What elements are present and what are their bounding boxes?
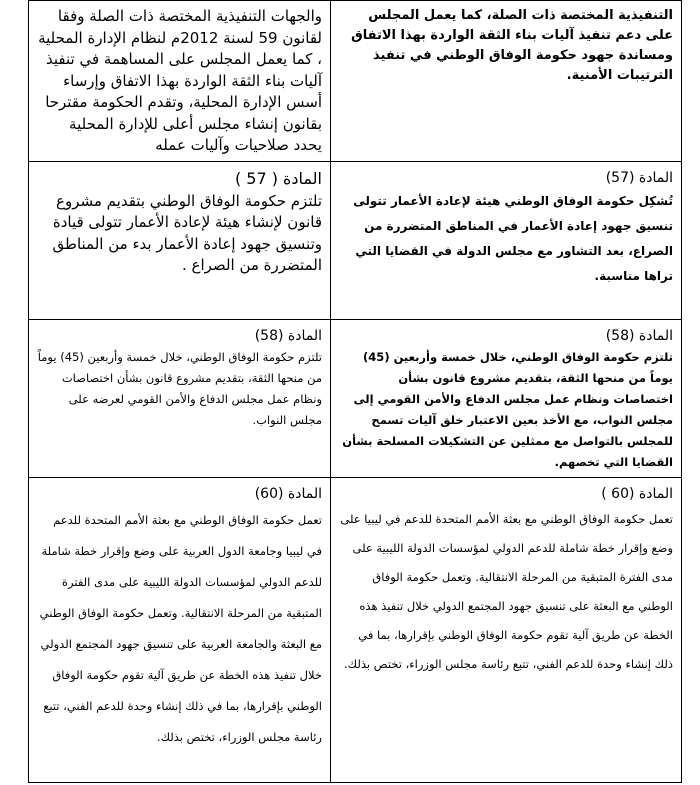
article-heading: المادة (57) (605, 169, 673, 186)
article-text: والجهات التنفيذية المختصة ذات الصلة وفقا لقانون 59 لسنة 2012م لنظام الإدارة المحلية ، كما يعمل المجلس على المساهمة في تنفيذ آليات بناء الثقة الواردة بهذا الاتفاق وإرساء أسس الإدارة المحلية، وتقدم الحكومة مقترحا بقانون إنشاء مجلس أعلى للإدارة المحلية يحدد صلاحيات وآليات عمله (38, 7, 322, 154)
comparison-table (28, 0, 682, 783)
left-cell (29, 477, 331, 782)
table-row (29, 161, 682, 319)
article-text: تعمل حكومة الوفاق الوطني مع بعثة الأمم المتحدة للدعم في ليبيا على وضع وإقرار خطة شاملة للدعم الدولي لمؤسسات الدولة الليبية على مدى الفترة المتبقية من المرحلة الانتقالية. وتعمل حكومة الوفاق الوطني مع البعثة على تنسيق جهود المجتمع الدولي خلال تنفيذ هذه الخطة عن طريق آلية تقوم حكومة الوفاق الوطني بإقرارها، بما في ذلك إنشاء وحدة للدعم الفني، تتبع رئاسة مجلس الوزراء، تختص بذلك. (340, 511, 673, 671)
left-cell (29, 319, 331, 477)
article-text: تلتزم حكومة الوفاق الوطني، خلال خمسة وأربعين (45) يوماً من منحها الثقة، بتقديم مشروع قانون بشأن اختصاصات ونظام عمل مجلس الدفاع والأمن القومي إلى مجلس النواب، مع الأخذ بعين الاعتبار خلق آليات تسمح للمجلس بالتواصل مع ممثلين عن التشكيلات المسلحة بشأن القضايا التي تخصهم. (342, 349, 673, 469)
article-text: التنفيذية المختصة ذات الصلة، كما يعمل المجلس على دعم تنفيذ آليات بناء الثقة الواردة بهذا الاتفاق ومساندة جهود حكومة الوفاق الوطني في تنفيذ الترتيبات الأمنية. (351, 8, 673, 83)
article-text: تعمل حكومة الوفاق الوطني مع بعثة الأمم المتحدة للدعم في ليبيا وجامعة الدول العربية على وضع وإقرار خطة شاملة للدعم الدولي لمؤسسات الدولة الليبية على مدى الفترة المتبقية من المرحلة الانتقالية. وتعمل حكومة الوفاق الوطني مع البعثة والجامعة العربية على تنسيق جهود المجتمع الدولي خلال تنفيذ هذه الخطة عن طريق آلية تقوم حكومة الوفاق الوطني بإقرارها، بما في ذلك إنشاء وحدة للدعم الفني، تتبع رئاسة مجلس الوزراء، تختص بذلك. (39, 512, 322, 744)
article-heading: المادة (60 ) (601, 485, 673, 502)
table-row (29, 477, 682, 782)
article-heading: المادة (58) (254, 327, 322, 344)
right-cell (331, 1, 682, 162)
table-row (29, 1, 682, 162)
article-heading: المادة ( 57 ) (234, 168, 322, 188)
article-text: تلتزم حكومة الوفاق الوطني، خلال خمسة وأربعين (45) يوماً من منحها الثقة، بتقديم مشروع قانون بشأن اختصاصات ونظام عمل مجلس الدفاع والأمن القومي لعرضه على مجلس النواب. (37, 349, 322, 427)
right-cell (331, 319, 682, 477)
article-text: تُشكِل حكومة الوفاق الوطني هيئة لإعادة الأعمار تتولى تنسيق جهود إعادة الأعمار في المناطق المتضررة من الصراع، بعد التشاور مع مجلس الدولة في القضايا التي تراها مناسبة. (353, 193, 673, 283)
right-cell (331, 161, 682, 319)
table-row (29, 319, 682, 477)
left-cell (29, 161, 331, 319)
left-cell (29, 1, 331, 162)
right-cell (331, 477, 682, 782)
article-text: تلتزم حكومة الوفاق الوطني بتقديم مشروع قانون لإنشاء هيئة لإعادة الأعمار تتولى قيادة وتنسيق جهود إعادة الأعمار بدء من المناطق المتضررة من الصراع . (52, 191, 322, 274)
article-heading: المادة (60) (254, 485, 322, 502)
article-heading: المادة (58) (605, 327, 673, 344)
